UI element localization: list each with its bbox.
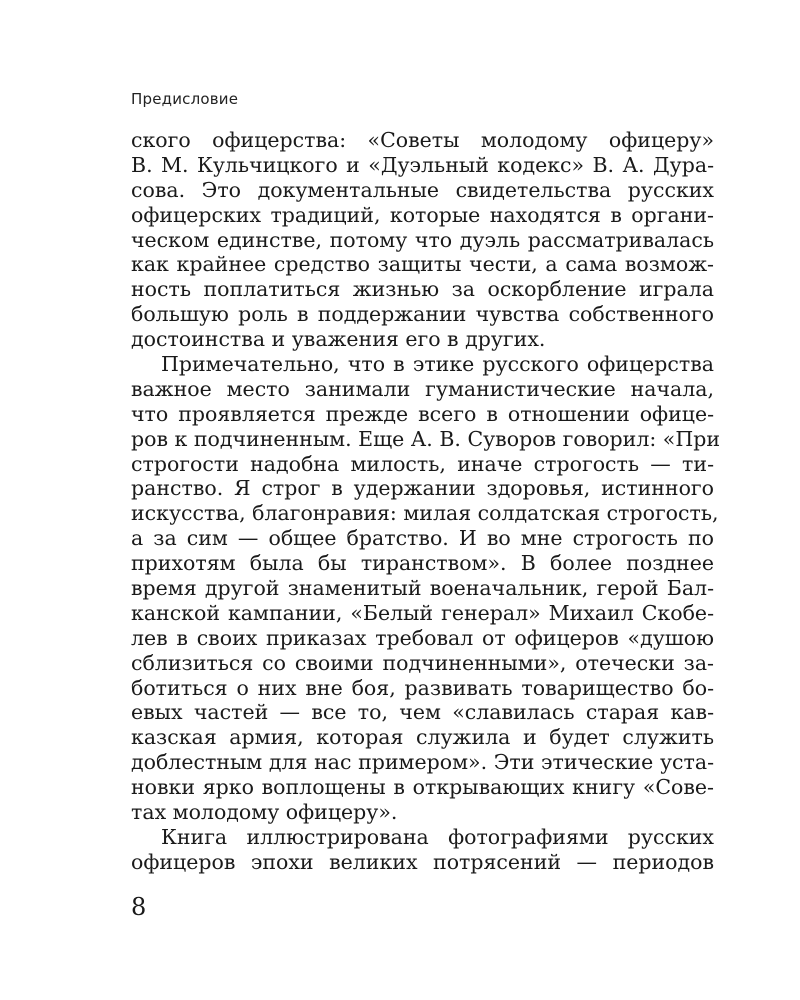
text-line: а за сим — общее братство. И во мне строгость по bbox=[131, 526, 714, 551]
text-line: казская армия, которая служила и будет служить bbox=[131, 725, 714, 750]
text-line: канской кампании, «Белый генерал» Михаил Скобе- bbox=[131, 600, 714, 625]
text-line: ческом единстве, потому что дуэль рассматривалась bbox=[131, 227, 714, 252]
text-line: офицерских традиций, которые находятся в органи- bbox=[131, 202, 714, 227]
text-line: важное место занимали гуманистические начала, bbox=[131, 376, 714, 401]
text-line: доблестным для нас примером». Эти этические уста- bbox=[131, 750, 714, 775]
text-line: евых частей — все то, чем «славилась старая кав- bbox=[131, 700, 714, 725]
text-line: сова. Это документальные свидетельства русских bbox=[131, 177, 714, 202]
paragraph-start-line: Примечательно, что в этике русского офицерства bbox=[161, 352, 714, 377]
text-line: ского офицерства: «Советы молодому офицеру» bbox=[131, 128, 714, 152]
text-line: офицеров эпохи великих потрясений — периодов bbox=[131, 849, 714, 874]
text-line: ранство. Я строг в удержании здоровья, истинного bbox=[131, 476, 714, 501]
text-line: В. М. Кульчицкого и «Дуэльный кодекс» В. А. Дура- bbox=[131, 152, 714, 177]
text-line: ров к подчиненным. Еще А. В. Суворов говорил: «При bbox=[131, 426, 720, 451]
text-line: что проявляется прежде всего в отношении офице- bbox=[131, 401, 714, 426]
text-line: прихотям была бы тиранством». В более позднее bbox=[131, 551, 714, 576]
text-line: ботиться о них вне боя, развивать товарищество бо- bbox=[131, 675, 714, 700]
paragraph-start-line: Книга иллюстрирована фотографиями русских bbox=[161, 824, 714, 849]
text-line: ность поплатиться жизнью за оскорбление играла bbox=[131, 277, 714, 302]
paragraph-end-line: достоинства и уважения его в других. bbox=[131, 327, 546, 352]
running-head: Предисловие bbox=[131, 90, 239, 108]
text-line: лев в своих приказах требовал от офицеров «душою bbox=[131, 625, 714, 650]
text-line: искусства, благонравия: милая солдатская строгость, bbox=[131, 501, 719, 526]
body-text bbox=[131, 128, 720, 875]
text-line: как крайнее средство защиты чести, а сама возмож- bbox=[131, 252, 714, 277]
page-number: 8 bbox=[131, 893, 147, 921]
text-line: сблизиться со своими подчиненными», отечески за- bbox=[131, 650, 714, 675]
text-line: большую роль в поддержании чувства собственного bbox=[131, 302, 714, 327]
text-line: строгости надобна милость, иначе строгость — ти- bbox=[131, 451, 714, 476]
paragraph-end-line: тах молодому офицеру». bbox=[131, 800, 398, 825]
text-line: новки ярко воплощены в открывающих книгу «Сове- bbox=[131, 775, 714, 800]
text-line: время другой знаменитый военачальник, герой Бал- bbox=[131, 576, 714, 601]
